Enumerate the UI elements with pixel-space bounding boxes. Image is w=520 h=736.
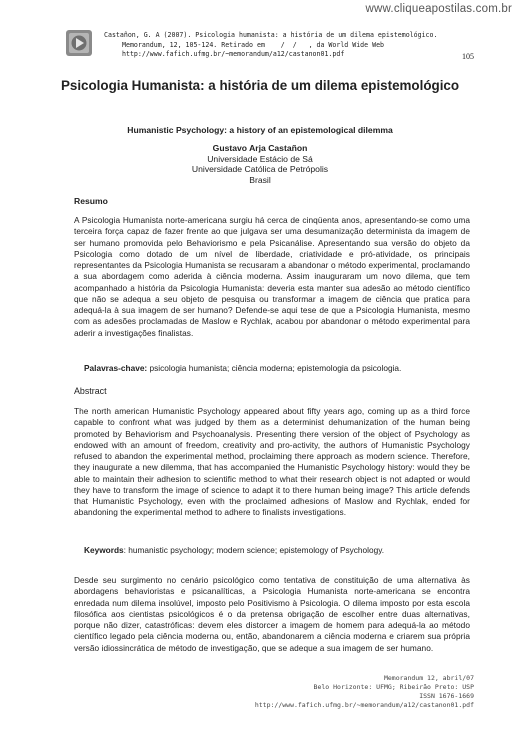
abstract-heading: Abstract [74, 386, 107, 396]
page-number: 105 [462, 52, 474, 61]
abstract-keywords [84, 545, 384, 555]
citation-line: Memorandum, 12, 105-124. Retirado em / / , da World Wide Web [122, 40, 385, 49]
footer-url: http://www.fafich.ufmg.br/~memorandum/a12/castanon01.pdf [254, 701, 474, 709]
keywords-label: Palavras-chave: [84, 363, 148, 373]
footer-line: ISSN 1676-1669 [419, 692, 474, 700]
resumo-text: A Psicologia Humanista norte-americana surgiu há cerca de cinqüenta anos, apresentando-se como uma terceira força capaz de fazer frente ao que julgava ser uma desumanização determinista da imagem de ser humano promovida pelo Behaviorismo e pela Psicanálise. Apresentando sua versão do objeto da Psicologia como dotado de um nível de liberdade, criatividade e pró-atividade, os principais representantes da Psicologia Humanista se recusaram a abandonar o método experimental, proclamando a sua abordagem como aderida à ciência moderna. Assim inauguraram um novo dilema, que tem acompanhado a história da Psicologia Humanista: deveria esta manter sua adesão ao método científico que não se adequa a seu objeto de pesquisa ou transformar a imagem de ciência que pratica para adequá-la à sua imagem de ser humano? Defende-se aqui tese de que a Psicologia Humanista, mesmo com as adesões proclamadas de Maslow e Rychlak, acabou por abandonar o método experimental para aderir a investigações finalistas. [74, 215, 470, 338]
paper-title: Psicologia Humanista: a história de um dilema epistemológico [60, 78, 460, 93]
citation-header [104, 31, 474, 60]
author-block [60, 143, 460, 185]
author-affiliation: Universidade Católica de Petrópolis [191, 164, 329, 175]
citation-url: http://www.fafich.ufmg.br/~memorandum/a12/castanon01.pdf [122, 50, 345, 59]
footer-line: Memorandum 12, abril/07 [383, 674, 474, 682]
site-watermark: www.cliqueapostilas.com.br [365, 3, 512, 15]
keywords-value: : humanistic psychology; modern science; epistemology of Psychology. [123, 545, 385, 555]
keywords-label: Keywords [84, 545, 124, 555]
resumo-keywords [84, 363, 401, 373]
resumo-heading: Resumo [74, 196, 108, 206]
keywords-value: psicologia humanista; ciência moderna; epistemologia da psicologia. [149, 363, 402, 373]
journal-logo-icon [66, 30, 92, 56]
body-paragraph: Desde seu surgimento no cenário psicológico como tentativa de constituição de uma alternativa às abordagens behavioristas e psicanalíticas, a Psicologia Humanista norte-americana se encontra enredada num dilema insolúvel, imposto pelo Positivismo à Psicologia. O dilema imposto por esta escola filosófica aos cientistas psicológicos é o da pretensa obrigação de escolher entre duas alternativas, porque não dizer, catastróficas: devem eles distorcer a imagem de homem para adequá-la ao método científico legado pela ciência moderna ou, então, abandonarem a ciência moderna e criarem sua própria versão idiossincrática de método de investigação, que se adeque a sua imagem de ser humano. [74, 575, 470, 653]
english-title: Humanistic Psychology: a history of an epistemological dilemma [127, 125, 393, 135]
footer-line: Belo Horizonte: UFMG; Ribeirão Preto: USP [313, 683, 474, 691]
abstract-text: The north american Humanistic Psychology appeared about fifty years ago, coming up as a third force capable to confront what was judged by them as a determinist dehumanization of the human being promoted by Behaviorism and Psychoanalysis. Presenting there version of the object of Psychology as endowed with an amount of freedom, creativity and pro-activity, the authors of Humanistic Psychology refused to abandon the experimental method, proclaiming there approach as modern science. Therefore, they inaugurate a new dilemma, that has accompanied the Humanistic Psychology history: would they be able to maintain their adhesion to scientific method to what their research object is not adapted or would they have to transform the image of science to adapt it to there human being image? This article defends that Humanistic Psychology, even with the proclaimed adhesions of Maslow and Rychlak, ended for abandoning the experimental method to adhere to finalists investigations. [74, 406, 470, 518]
author-name: Gustavo Arja Castañon [212, 143, 308, 153]
author-country: Brasil [249, 174, 271, 185]
citation-line: Castañon, G. A (2007). Psicologia humanista: a história de um dilema epistemológico. [104, 31, 438, 39]
author-affiliation: Universidade Estácio de Sá [207, 153, 313, 164]
journal-footer [255, 674, 474, 710]
